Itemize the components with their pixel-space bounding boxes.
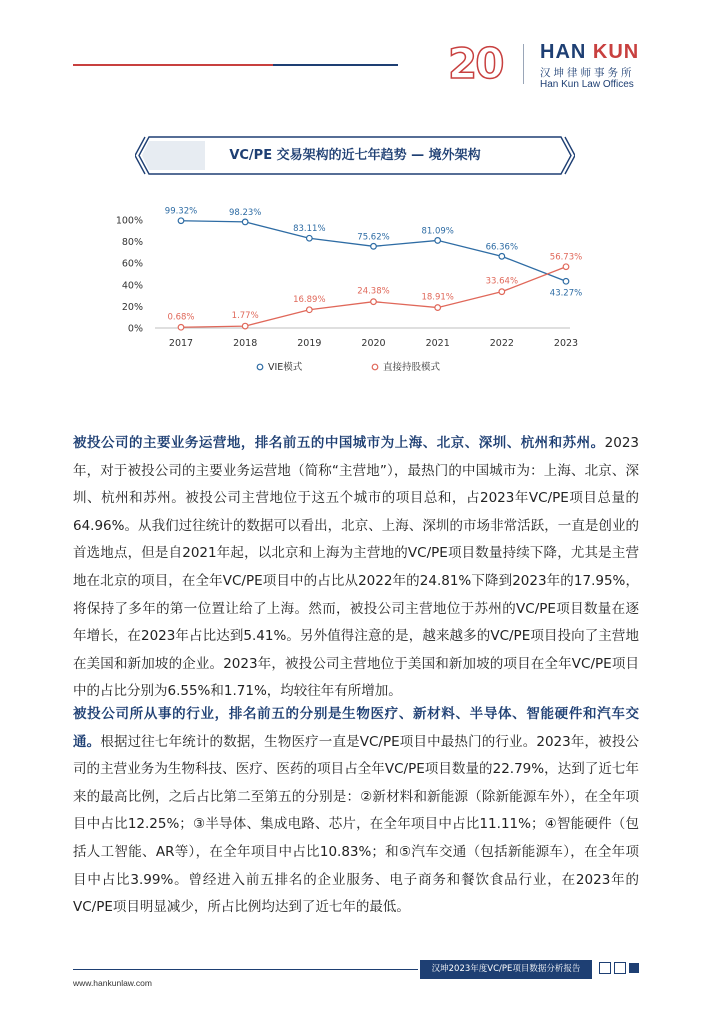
- data-point: [307, 307, 313, 313]
- paragraph-city-lead: 被投公司的主要业务运营地，排名前五的中国城市为上海、北京、深圳、杭州和苏州。: [73, 435, 605, 451]
- paragraph-industry-lead: 被投公司所从事的行业，排名前五的分别是生物医疗、新材料、半导体、智能硬件和汽车交通。: [73, 706, 639, 750]
- data-point: [242, 219, 248, 225]
- x-tick-label: 2018: [233, 338, 258, 349]
- data-label: 98.23%: [228, 207, 262, 218]
- y-tick-label: 0%: [127, 323, 143, 335]
- footer-url: www.hankunlaw.com: [73, 978, 152, 988]
- x-tick-label: 2022: [489, 338, 514, 349]
- data-label: 99.32%: [164, 206, 198, 217]
- header-rule-red: [73, 64, 273, 66]
- data-label: 81.09%: [421, 226, 454, 237]
- y-tick-label: 40%: [121, 280, 143, 292]
- data-point: [178, 324, 184, 330]
- x-tick-label: 2017: [168, 338, 194, 349]
- legend-marker: [372, 364, 378, 370]
- footer-square-icon: [599, 962, 611, 974]
- data-point: [435, 238, 441, 244]
- line-chart: [110, 198, 610, 388]
- data-point: [178, 218, 184, 224]
- y-tick-label: 100%: [115, 215, 143, 227]
- header-rule-blue: [273, 64, 398, 66]
- paragraph-city-body: 2023年，对于被投公司的主要业务运营地（简称“主营地”），最热门的中国城市为：上海、北京、深圳、杭州和苏州。被投公司主营地位于这五个城市的项目总和，占2023年VC/PE项目总量的64.96%。从我们过往统计的数据可以看出，北京、上海、深圳的市场非常活跃，一直是创业的首选地点，但是自2021年起，以北京和上海为主营地的VC/PE项目数量持续下降，尤其是主营地在北京的项目，在全年VC/PE项目中的占比从2022年的24.81%下降到2023年的17.95%，将保持了多年的第一位置让给了上海。然而，被投公司主营地位于苏州的VC/PE项目数量在逐年增长，在2023年占比达到5.41%。另外值得注意的是，越来越多的VC/PE项目投向了主营地在美国和新加坡的企业。2023年，被投公司主营地位于美国和新加坡的项目在全年VC/PE项目中的占比分别为6.55%和1.71%，均较往年有所增加。: [73, 435, 639, 700]
- legend-label: VIE模式: [268, 362, 303, 373]
- brand-name-en: Han Kun Law Offices: [540, 79, 634, 90]
- data-point: [499, 289, 505, 295]
- footer-rule: [73, 969, 418, 970]
- data-label: 56.73%: [549, 252, 583, 263]
- data-label: 1.77%: [231, 311, 259, 322]
- anniversary-logo: 20: [448, 39, 503, 88]
- data-label: 33.64%: [485, 276, 519, 287]
- data-label: 18.91%: [421, 292, 454, 303]
- brand-name-cn: 汉坤律师事务所: [540, 67, 635, 79]
- brand-logo: HAN KUN: [540, 41, 640, 63]
- data-label: 66.36%: [485, 242, 519, 253]
- y-tick-label: 80%: [121, 237, 143, 249]
- paragraph-industry: [73, 701, 639, 922]
- data-point: [371, 244, 377, 250]
- x-tick-label: 2021: [425, 338, 450, 349]
- data-point: [242, 323, 248, 329]
- banner-title: VC/PE 交易架构的近七年趋势 — 境外架构: [229, 148, 481, 163]
- data-point: [371, 299, 377, 305]
- y-tick-label: 20%: [121, 301, 143, 313]
- paragraph-industry-body: 根据过往七年统计的数据，生物医疗一直是VC/PE项目中最热门的行业。2023年，被投公司的主营业务为生物科技、医疗、医药的项目占全年VC/PE项目数量的22.79%，达到了近七年来的最高比例，之后占比第二至第五的分别是：②新材料和新能源（除新能源车外），在全年项目中占比12.25%；③半导体、集成电路、芯片，在全年项目中占比11.11%；④智能硬件（包括人工智能、AR等），在全年项目中占比10.83%；和⑤汽车交通（包括新能源车），在全年项目中占比3.99%。曾经进入前五排名的企业服务、电子商务和餐饮食品行业，在2023年的VC/PE项目明显减少，所占比例均达到了近七年的最低。: [73, 733, 639, 916]
- x-tick-label: 2023: [553, 338, 579, 349]
- data-point: [563, 278, 569, 284]
- data-label: 0.68%: [167, 312, 195, 323]
- data-label: 43.27%: [549, 288, 583, 299]
- paragraph-city: [73, 430, 639, 706]
- legend-marker: [257, 364, 263, 370]
- data-point: [499, 254, 505, 260]
- footer-square-filled-icon: [629, 963, 639, 973]
- data-label: 24.38%: [357, 286, 390, 297]
- data-point: [307, 235, 313, 241]
- data-label: 83.11%: [293, 224, 326, 235]
- logo-divider: [523, 44, 524, 84]
- legend-label: 直接持股模式: [383, 362, 441, 373]
- footer-square-icon: [614, 962, 626, 974]
- x-tick-label: 2019: [297, 338, 322, 349]
- data-label: 75.62%: [357, 232, 390, 243]
- data-point: [563, 264, 569, 270]
- footer-report-title: 汉坤2023年度VC/PE项目数据分析报告: [420, 960, 592, 979]
- data-label: 16.89%: [293, 294, 326, 305]
- x-tick-label: 2020: [361, 338, 386, 349]
- data-point: [435, 305, 441, 311]
- y-tick-label: 60%: [121, 258, 143, 270]
